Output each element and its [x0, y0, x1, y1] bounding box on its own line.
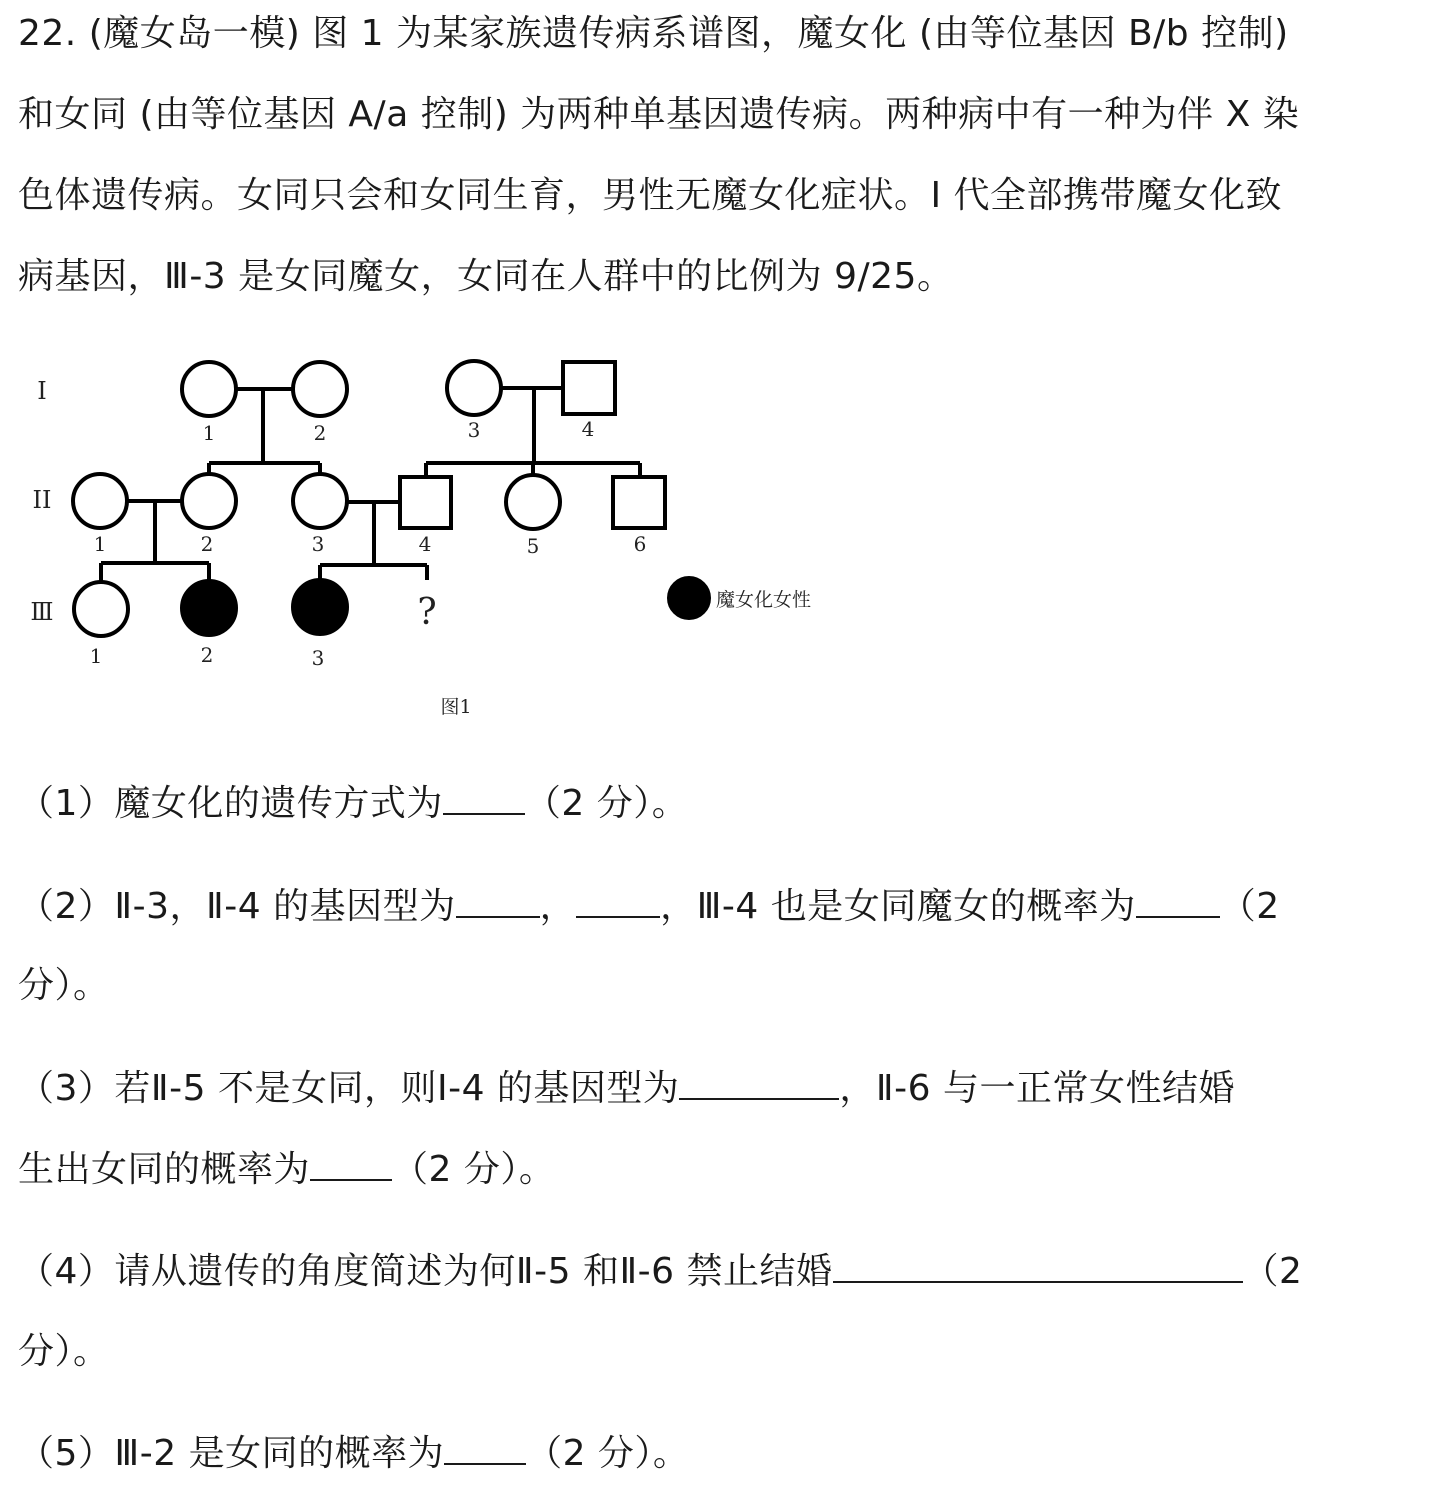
gen2-number-5: 5: [526, 534, 540, 558]
answer-blank-q2c[interactable]: [1136, 886, 1220, 918]
gen3-number-1: 1: [89, 644, 103, 668]
question-3: （3）若Ⅱ-5 不是女同，则Ⅰ-4 的基因型为 ，Ⅱ-6 与一正常女性结婚: [18, 1068, 1235, 1109]
gen2-number-6: 6: [633, 532, 647, 556]
gen2-number-2: 2: [200, 532, 214, 556]
gen2-individual-1: [73, 474, 127, 528]
gen2-individual-4: [400, 477, 451, 528]
question-4: （4）请从遗传的角度简述为何Ⅱ-5 和Ⅱ-6 禁止结婚 （2: [18, 1251, 1303, 1292]
answer-blank-q3b[interactable]: [310, 1149, 392, 1181]
answer-blank-q4[interactable]: [833, 1251, 1243, 1283]
question-4-continuation: 分）。: [18, 1331, 110, 1372]
answer-blank-q3a[interactable]: [679, 1068, 839, 1100]
pedigree-figure: [0, 340, 900, 740]
gen1-individual-1: [182, 362, 236, 416]
gen2-individual-2: [182, 474, 236, 528]
legend-symbol-affected: [669, 578, 709, 618]
gen3-number-2: 2: [200, 643, 214, 667]
question-2-continuation: 分）。: [18, 965, 110, 1006]
gen-label-1: I: [37, 377, 47, 405]
gen2-individual-3: [293, 474, 347, 528]
gen1-individual-4: [563, 362, 615, 414]
question-1: （1）魔女化的遗传方式为 （2 分）。: [18, 783, 689, 824]
gen1-individual-3: [447, 361, 501, 415]
question-2: （2）Ⅱ-3，Ⅱ-4 的基因型为 ， ，Ⅲ-4 也是女同魔女的概率为 （2: [18, 886, 1280, 927]
intro-line-3: 色体遗传病。女同只会和女同生育，男性无魔女化症状。I 代全部携带魔女化致: [18, 175, 1283, 216]
gen3-number-3: 3: [311, 646, 325, 670]
answer-blank-q1[interactable]: [443, 783, 525, 815]
gen2-individual-5: [506, 475, 560, 529]
gen2-number-4: 4: [418, 532, 432, 556]
gen1-individual-2: [293, 362, 347, 416]
gen1-number-4: 4: [581, 417, 595, 441]
gen2-individual-6: [613, 477, 665, 528]
answer-blank-q5[interactable]: [444, 1433, 526, 1465]
gen1-number-2: 2: [313, 421, 327, 445]
gen2-number-3: 3: [311, 532, 325, 556]
gen3-individual-1: [74, 582, 128, 636]
gen3-individual-2-affected: [182, 581, 236, 635]
answer-blank-q2b[interactable]: [576, 886, 660, 918]
gen3-individual-3-affected: [293, 580, 347, 634]
intro-line-4: 病基因，Ⅲ-3 是女同魔女，女同在人群中的比例为 9/25。: [18, 256, 954, 297]
answer-blank-q2a[interactable]: [456, 886, 540, 918]
gen-label-2: II: [32, 486, 52, 514]
gen3-unknown-mark: ?: [417, 592, 437, 633]
gen1-number-3: 3: [467, 418, 481, 442]
gen2-number-1: 1: [93, 532, 107, 556]
gen-label-3: Ⅲ: [30, 598, 54, 626]
question-5: （5）Ⅲ-2 是女同的概率为 （2 分）。: [18, 1433, 690, 1474]
intro-line-1: 22. (魔女岛一模) 图 1 为某家族遗传病系谱图，魔女化 (由等位基因 B/b 控制): [18, 13, 1289, 54]
legend-label: 魔女化女性: [716, 589, 812, 611]
intro-line-2: 和女同 (由等位基因 A/a 控制) 为两种单基因遗传病。两种病中有一种为伴 X 染: [18, 94, 1300, 135]
gen1-number-1: 1: [202, 421, 216, 445]
question-3-continuation: 生出女同的概率为 （2 分）。: [18, 1149, 556, 1190]
figure-caption: 图1: [440, 696, 472, 718]
